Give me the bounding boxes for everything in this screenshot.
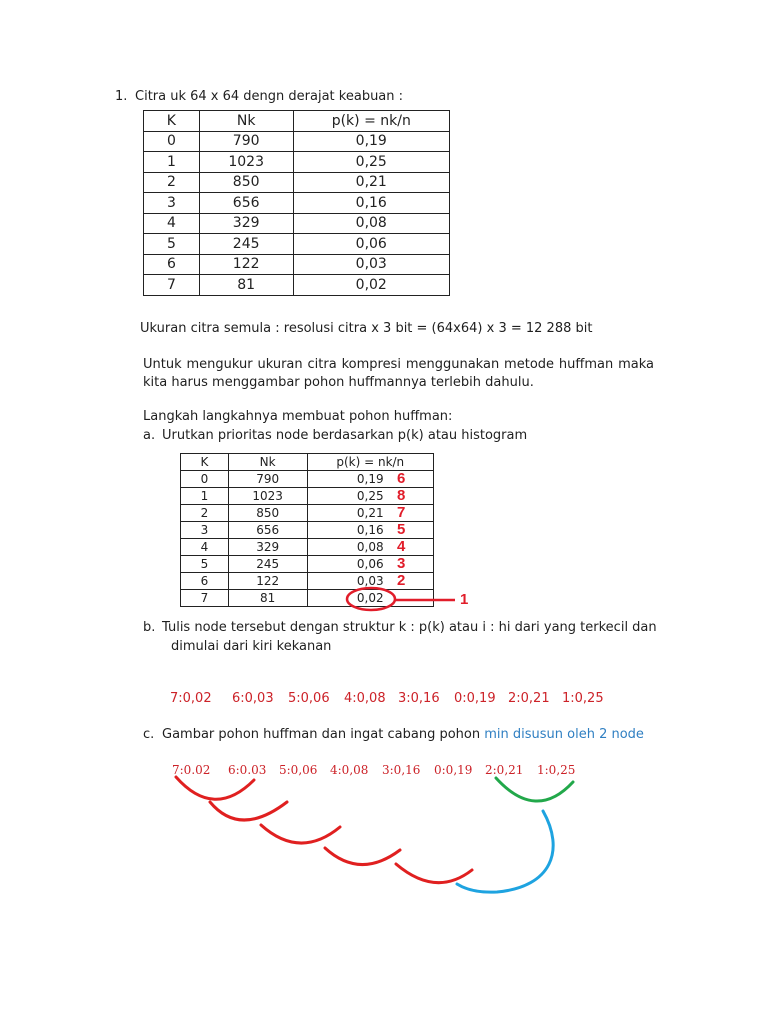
- priority-table-cell: 122: [228, 573, 307, 590]
- gray-level-table-cell: 0,19: [293, 131, 449, 152]
- priority-number: 3: [397, 555, 406, 572]
- steps-title: Langkah langkahnya membuat pohon huffman:: [143, 409, 453, 424]
- gray-level-table-cell: 4: [144, 213, 200, 234]
- priority-number: 2: [397, 572, 406, 589]
- gray-level-table-cell: 656: [199, 193, 293, 214]
- step-b-marker: b.: [143, 620, 156, 635]
- tree-node-label: 4:0,08: [330, 763, 369, 777]
- tree-node-label: 1:0,25: [537, 763, 576, 777]
- priority-table-cell: 81: [228, 590, 307, 607]
- priority-number-lowest: 1: [460, 591, 469, 608]
- priority-table-cell: 850: [228, 505, 307, 522]
- priority-number: 5: [397, 521, 406, 538]
- priority-number: 7: [397, 504, 406, 521]
- priority-table-cell: 0,08: [307, 539, 433, 556]
- gray-level-table-cell: 81: [199, 275, 293, 296]
- priority-number: 4: [397, 538, 406, 555]
- question-heading: Citra uk 64 x 64 dengn derajat keabuan :: [135, 89, 404, 104]
- gray-level-table-cell: 0,16: [293, 193, 449, 214]
- question-number: 1.: [115, 89, 128, 104]
- tree-node-label: 5:0,06: [279, 763, 318, 777]
- gray-level-table-header-cell: Nk: [199, 111, 293, 132]
- intro-paragraph: Untuk mengukur ukuran citra kompresi menggunakan metode huffman maka kita harus menggambar pohon huffmannya terlebih dahulu.: [143, 357, 654, 390]
- priority-table-cell: 2: [181, 505, 229, 522]
- gray-level-table-cell: 790: [199, 131, 293, 152]
- merge-arc-5: [396, 864, 472, 883]
- gray-level-table-cell: 329: [199, 213, 293, 234]
- step-c-highlight: min disusun oleh 2 node: [484, 727, 644, 742]
- merge-arc-3: [261, 825, 340, 843]
- gray-level-table-cell: 0,25: [293, 152, 449, 173]
- priority-table-cell: 0,16: [307, 522, 433, 539]
- priority-table-header-cell: p(k) = nk/n: [307, 454, 433, 471]
- tree-node-label: 2:0,21: [485, 763, 524, 777]
- priority-table-cell: 6: [181, 573, 229, 590]
- priority-table-cell: 1: [181, 488, 229, 505]
- priority-table-header-cell: K: [181, 454, 229, 471]
- gray-level-table-cell: 0,21: [293, 172, 449, 193]
- tree-node-label: 7:0.02: [172, 763, 211, 777]
- original-size-text: Ukuran citra semula : resolusi citra x 3 bit = (64x64) x 3 = 12 288 bit: [140, 321, 593, 336]
- gray-level-table-cell: 850: [199, 172, 293, 193]
- priority-table-cell: 656: [228, 522, 307, 539]
- gray-level-table-cell: 122: [199, 254, 293, 275]
- priority-table-cell: 0: [181, 471, 229, 488]
- node-label: 0:0,19: [454, 691, 496, 706]
- gray-level-table-cell: 3: [144, 193, 200, 214]
- gray-level-table-header-cell: K: [144, 111, 200, 132]
- gray-level-table-cell: 0: [144, 131, 200, 152]
- merge-arc-blue: [457, 811, 553, 892]
- gray-level-table-cell: 6: [144, 254, 200, 275]
- node-label: 4:0,08: [344, 691, 386, 706]
- priority-table-cell: 0,19: [307, 471, 433, 488]
- gray-level-table-cell: 7: [144, 275, 200, 296]
- node-label: 5:0,06: [288, 691, 330, 706]
- priority-number: 6: [397, 470, 406, 487]
- priority-table-cell: 329: [228, 539, 307, 556]
- priority-table-cell: 5: [181, 556, 229, 573]
- step-a-marker: a.: [143, 428, 156, 443]
- step-c-instruction: Gambar pohon huffman dan ingat cabang pohon: [162, 727, 481, 742]
- tree-node-label: 0:0,19: [434, 763, 473, 777]
- step-b-line2: dimulai dari kiri kekanan: [171, 639, 332, 654]
- merge-arc-green: [496, 778, 573, 801]
- priority-table-cell: 0,25: [307, 488, 433, 505]
- priority-table-cell: 1023: [228, 488, 307, 505]
- gray-level-table-cell: 245: [199, 234, 293, 255]
- priority-table-cell: 0,06: [307, 556, 433, 573]
- gray-level-table-header-cell: p(k) = nk/n: [293, 111, 449, 132]
- node-label: 2:0,21: [508, 691, 550, 706]
- node-label: 6:0,03: [232, 691, 274, 706]
- priority-table-cell: 0,21: [307, 505, 433, 522]
- priority-table-cell: 7: [181, 590, 229, 607]
- gray-level-table-cell: 0,03: [293, 254, 449, 275]
- tree-node-label: 3:0,16: [382, 763, 421, 777]
- priority-table-cell: 790: [228, 471, 307, 488]
- priority-table-cell: 0,03: [307, 573, 433, 590]
- gray-level-table-cell: 0,06: [293, 234, 449, 255]
- priority-number: 8: [397, 487, 406, 504]
- merge-arc-4: [325, 848, 400, 865]
- gray-level-table-cell: 1: [144, 152, 200, 173]
- merge-arc-1: [176, 777, 254, 799]
- priority-table-cell: 4: [181, 539, 229, 556]
- step-c-marker: c.: [143, 727, 155, 742]
- gray-level-table-cell: 0,02: [293, 275, 449, 296]
- gray-level-table-cell: 0,08: [293, 213, 449, 234]
- step-a-text: Urutkan prioritas node berdasarkan p(k) atau histogram: [162, 428, 528, 443]
- node-label: 3:0,16: [398, 691, 440, 706]
- node-label: 1:0,25: [562, 691, 604, 706]
- node-label: 7:0,02: [170, 691, 212, 706]
- tree-node-label: 6:0.03: [228, 763, 267, 777]
- gray-level-table-cell: 2: [144, 172, 200, 193]
- priority-table-cell: 245: [228, 556, 307, 573]
- priority-table-cell: 3: [181, 522, 229, 539]
- gray-level-table-cell: 1023: [199, 152, 293, 173]
- gray-level-table-cell: 5: [144, 234, 200, 255]
- priority-table-header-cell: Nk: [228, 454, 307, 471]
- merge-arc-2: [210, 802, 287, 820]
- priority-table-cell: 0,02: [307, 590, 433, 607]
- step-b-line1: Tulis node tersebut dengan struktur k : p(k) atau i : hi dari yang terkecil dan: [162, 620, 657, 635]
